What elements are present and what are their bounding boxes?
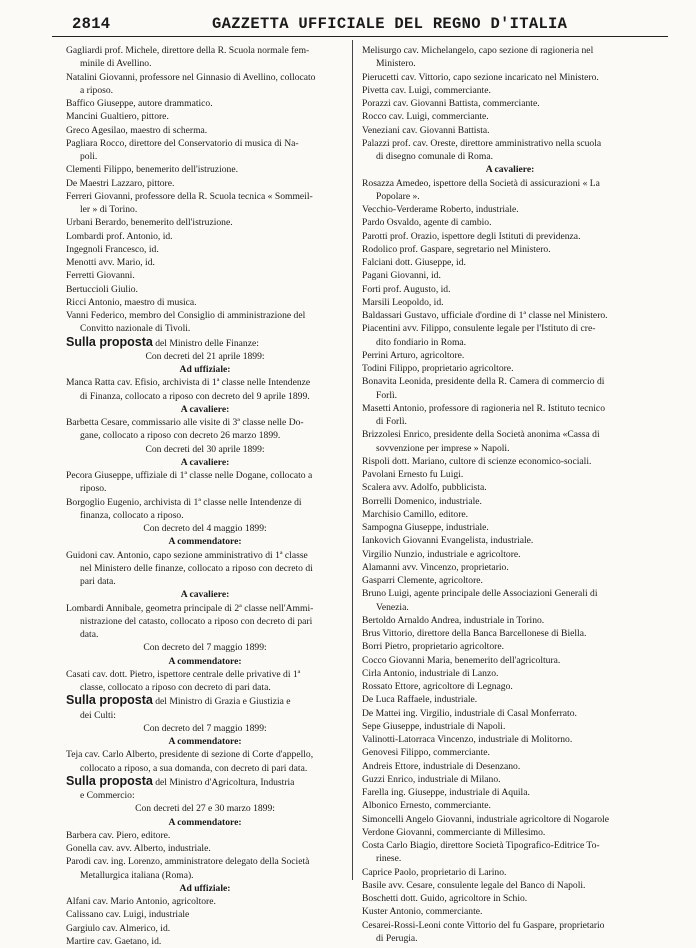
continuation-line: ler » di Torino.: [80, 204, 138, 215]
entry-line: Bonavita Leonida, presidente della R. Camera di commercio di: [362, 376, 605, 388]
entry-line: Genovesi Filippo, commerciante.: [362, 747, 490, 759]
continuation-line: di Finanza, collocato a riposo con decreto del 9 aprile 1899.: [80, 390, 310, 402]
entry-line: De Luca Raffaele, industriale.: [362, 694, 478, 706]
entry-line: Lombardi prof. Antonio, id.: [66, 230, 173, 242]
entry-line: Albonico Ernesto, commerciante.: [362, 800, 491, 812]
entry-line: Brus Vittorio, direttore della Banca Barcellonese di Biella.: [362, 628, 587, 639]
entry-line: Forti prof. Augusto, id.: [362, 283, 451, 295]
continuation-line: Ministero.: [376, 58, 416, 70]
entry-line: Costa Carlo Biagio, direttore Società Tipografico-Editrice To-: [362, 840, 600, 851]
entry-line: Farella ing. Giuseppe, industriale di Aquila.: [362, 787, 530, 798]
entry-line: Pagani Giovanni, id.: [362, 270, 441, 282]
decree-date: Con decreti del 30 aprile 1899:: [145, 443, 265, 455]
entry-line: Guzzi Enrico, industriale di Milano.: [362, 773, 501, 785]
entry-line: Marchisio Camillo, editore.: [362, 508, 469, 520]
honor-heading: A commendatore:: [168, 536, 242, 548]
entry-line: Kuster Antonio, commerciante.: [362, 906, 483, 918]
entry-line: Borgoglio Eugenio, archivista di 1ª classe nelle Intendenze di: [66, 496, 302, 508]
decree-date: Con decreti del 21 aprile 1899:: [145, 350, 265, 362]
entry-line: Bertoldo Arnaldo Andrea, industriale in Torino.: [362, 614, 545, 626]
honor-heading: A cavaliere:: [485, 164, 535, 176]
entry-line: Pivetta cav. Luigi, commerciante.: [362, 84, 491, 96]
entry-line: Pagliara Rocco, direttore del Conservatorio di musica di Na-: [66, 137, 299, 149]
entry-line: Menotti avv. Mario, id.: [66, 257, 155, 268]
entry-line: Gagliardi prof. Michele, direttore della R. Scuola normale fem-: [66, 45, 310, 56]
honor-heading: A commendatore:: [168, 655, 242, 667]
continuation-line: gane, collocato a riposo con decreto 26 marzo 1899.: [80, 430, 281, 442]
entry-line: Pardo Osvaldo, agente di cambio.: [362, 217, 492, 229]
entry-line: Sepe Giuseppe, industriale di Napoli.: [362, 720, 506, 732]
continuation-line: Forlì.: [376, 389, 398, 401]
entry-line: De Mattei ing. Virgilio, industriale di Casal Monferrato.: [362, 707, 577, 719]
entry-line: Verdone Giovanni, commerciante di Millesimo.: [362, 826, 546, 838]
entry-line: Pecora Giuseppe, uffiziale di 1ª classe nelle Dogane, collocato a: [66, 470, 313, 481]
entry-line: Calissano cav. Luigi, industriale: [66, 909, 190, 921]
entry-line: Vanni Federico, membro del Consiglio di amministrazione del: [66, 310, 306, 321]
entry-line: Valinotti-Latorraca Vincenzo, industriale di Molitorno.: [362, 734, 573, 745]
page-header: [52, 12, 668, 37]
entry-line: Borri Pietro, proprietario agricoltore.: [362, 641, 504, 653]
entry-line: Casati cav. dott. Pietro, ispettore centrale delle privative di 1ª: [66, 668, 301, 680]
honor-heading: Ad uffiziale:: [179, 882, 231, 894]
entry-line: Clementi Filippo, benemerito dell'istruzione.: [66, 164, 238, 176]
continuation-line: e Commercio:: [80, 790, 135, 801]
continuation-line: finanza, collocato a riposo.: [80, 509, 184, 521]
entry-line: Barbera cav. Piero, editore.: [66, 829, 171, 841]
entry-line: Alamanni avv. Vincenzo, proprietario.: [362, 561, 509, 573]
entry-line: Barbetta Cesare, commissario alle visite di 3ª classe nelle Do-: [66, 417, 304, 428]
continuation-line: nel Ministero delle finanze, collocato a riposo con decreto di: [80, 562, 313, 574]
entry-line: Teja cav. Carlo Alberto, presidente di sezione di Corte d'appello,: [66, 749, 314, 761]
entry-line: Melisurgo cav. Michelangelo, capo sezione di ragioneria nel: [362, 45, 594, 56]
column-divider: [352, 40, 353, 880]
entry-line: Marsili Leopoldo, id.: [362, 296, 444, 308]
entry-line: Perrini Arturo, agricoltore.: [362, 349, 465, 361]
continuation-line: Venezia.: [376, 601, 409, 613]
proposal-heading: Sulla proposta del Ministro delle Finanze:: [66, 335, 259, 349]
entry-line: Parodi cav. ing. Lorenzo, amministratore delegato della Società: [66, 856, 310, 868]
entry-line: Andreis Ettore, industriale di Desenzano.: [362, 760, 521, 772]
continuation-line: collocato a riposo, a sua domanda, con decreto di pari data.: [80, 762, 308, 774]
entry-line: Rodolico prof. Gaspare, segretario nel Ministero.: [362, 243, 551, 255]
honor-heading: A commendatore:: [168, 816, 242, 828]
entry-line: Rocco cav. Luigi, commerciante.: [362, 111, 489, 123]
entry-line: Baffico Giuseppe, autore drammatico.: [66, 98, 213, 109]
entry-line: Guidoni cav. Antonio, capo sezione amministrativo di 1ª classe: [66, 549, 308, 561]
entry-line: Falciani dott. Giuseppe, id.: [362, 257, 466, 268]
continuation-line: poli.: [80, 151, 98, 162]
continuation-line: Convitto nazionale di Tivoli.: [80, 323, 191, 335]
entry-line: Masetti Antonio, professore di ragioneria nel R. Istituto tecnico: [362, 402, 605, 414]
entry-line: Ferretti Giovanni.: [66, 270, 135, 282]
entry-line: Palazzi prof. cav. Oreste, direttore amministrativo nella scuola: [362, 137, 602, 149]
honor-heading: A cavaliere:: [180, 403, 230, 415]
page-number: 2814: [72, 15, 111, 33]
entry-line: Cirla Antonio, industriale di Lanzo.: [362, 667, 499, 679]
entry-line: Piacentini avv. Filippo, consulente legale per l'Istituto di cre-: [362, 323, 596, 335]
decree-date: Con decreto del 7 maggio 1899:: [143, 642, 267, 654]
entry-line: Iankovich Giovanni Evangelista, industriale.: [362, 535, 534, 547]
continuation-line: dei Culti:: [80, 709, 116, 721]
entry-line: Pierucetti cav. Vittorio, capo sezione incaricato nel Ministero.: [362, 71, 599, 83]
entry-line: Veneziani cav. Giovanni Battista.: [362, 124, 490, 136]
continuation-line: Metallurgica italiana (Roma).: [80, 869, 194, 881]
decree-date: Con decreto del 7 maggio 1899:: [143, 722, 267, 734]
continuation-line: nistrazione del catasto, collocato a riposo con decreto di pari: [80, 615, 313, 627]
entry-line: De Maestri Lazzaro, pittore.: [66, 177, 175, 189]
entry-line: Rosazza Amedeo, ispettore della Società di assicurazioni « La: [362, 177, 600, 189]
continuation-line: sovvenzione per imprese » Napoli.: [376, 442, 510, 454]
entry-line: Gargiulo cav. Almerico, id.: [66, 922, 171, 934]
honor-heading: A commendatore:: [168, 736, 242, 747]
entry-line: Natalini Giovanni, professore nel Ginnasio di Avellino, collocato: [66, 71, 316, 83]
continuation-line: data.: [80, 629, 99, 640]
entry-line: Urbani Berardo, benemerito dell'istruzione.: [66, 217, 233, 229]
continuation-line: classe, collocato a riposo con decreto di pari data.: [80, 682, 271, 693]
entry-line: Cesarei-Rossi-Leoni conte Vittorio del fu Gaspare, proprietario: [362, 919, 605, 931]
decree-date: Con decreti del 27 e 30 marzo 1899:: [135, 803, 275, 815]
entry-line: Ferreri Giovanni, professore della R. Scuola tecnica « Sommeil-: [66, 190, 313, 202]
entry-line: Lombardi Annibale, geometra principale di 2ª classe nell'Ammi-: [66, 602, 314, 614]
entry-line: Manca Ratta cav. Efisio, archivista di 1ª classe nelle Intendenze: [66, 377, 311, 389]
entry-line: Scalera avv. Adolfo, pubblicista.: [362, 482, 487, 494]
entry-line: Borrelli Domenico, industriale.: [362, 495, 482, 507]
entry-line: Parotti prof. Orazio, ispettore degli Istituti di previdenza.: [362, 230, 581, 242]
entry-line: Brizzolesi Enrico, presidente della Società anonima «Cassa di: [362, 429, 600, 441]
entry-line: Gasparri Clemente, agricoltore.: [362, 575, 483, 586]
right-column: [362, 44, 658, 945]
entry-line: Alfani cav. Mario Antonio, agricoltore.: [66, 896, 216, 907]
entry-line: Mancini Gualtiero, pittore.: [66, 111, 169, 123]
entry-line: Gonella cav. avv. Alberto, industriale.: [66, 843, 211, 854]
continuation-line: minile di Avellino.: [80, 58, 152, 70]
entry-line: Simoncelli Angelo Giovanni, industriale agricoltore di Nogarole: [362, 813, 609, 825]
continuation-line: riposo.: [80, 483, 107, 495]
continuation-line: di Forlì.: [376, 416, 407, 427]
continuation-line: a riposo.: [80, 84, 114, 96]
entry-line: Greco Agesilao, maestro di scherma.: [66, 124, 208, 136]
entry-line: Ricci Antonio, maestro di musica.: [66, 296, 197, 308]
entry-line: Virgilio Nunzio, industriale e agricoltore.: [362, 548, 521, 560]
continuation-line: dito fondiario in Roma.: [376, 336, 467, 348]
gazette-title: GAZZETTA UFFICIALE DEL REGNO D'ITALIA: [212, 15, 568, 33]
continuation-line: di Perugia.: [376, 932, 418, 944]
continuation-line: rinese.: [376, 853, 402, 865]
entry-line: Martire cav. Gaetano, id.: [66, 935, 162, 947]
proposal-heading: Sulla proposta del Ministro d'Agricoltura, Industria: [66, 774, 295, 788]
honor-heading: A cavaliere:: [180, 456, 230, 468]
honor-heading: Ad uffiziale:: [179, 364, 231, 375]
entry-line: Caprice Paolo, proprietario di Larino.: [362, 866, 507, 878]
decree-date: Con decreto del 4 maggio 1899:: [143, 523, 267, 534]
continuation-line: Popolare ».: [376, 190, 420, 202]
entry-line: Todini Filippo, proprietario agricoltore.: [362, 363, 514, 374]
entry-line: Bertuccioli Giulio.: [66, 283, 138, 295]
entry-line: Basile avv. Cesare, consulente legale del Banco di Napoli.: [362, 879, 586, 891]
left-column: [66, 44, 344, 948]
entry-line: Bruno Luigi, agente principale delle Associazioni Generali di: [362, 588, 598, 600]
entry-line: Rispoli dott. Mariano, cultore di scienze economico-sociali.: [362, 455, 592, 467]
entry-line: Ingegnoli Francesco, id.: [66, 243, 159, 255]
entry-line: Boschetti dott. Guido, agricoltore in Schio.: [362, 893, 528, 904]
continuation-line: di disegno comunale di Roma.: [376, 151, 493, 162]
entry-line: Pavolani Ernesto fu Luigi.: [362, 469, 464, 480]
honor-heading: A cavaliere:: [180, 589, 230, 601]
entry-line: Rossato Ettore, agricoltore di Legnago.: [362, 681, 513, 692]
entry-line: Vecchio-Verderame Roberto, industriale.: [362, 204, 519, 215]
entry-line: Cocco Giovanni Maria, benemerito dell'agricoltura.: [362, 654, 561, 666]
proposal-heading: Sulla proposta del Ministro di Grazia e Giustizia e: [66, 694, 291, 708]
entry-line: Porazzi cav. Giovanni Battista, commerciante.: [362, 98, 540, 109]
entry-line: Sampogna Giuseppe, industriale.: [362, 522, 489, 533]
entry-line: Baldassari Gustavo, ufficiale d'ordine di 1ª classe nel Ministero.: [362, 310, 608, 321]
continuation-line: pari data.: [80, 576, 116, 587]
